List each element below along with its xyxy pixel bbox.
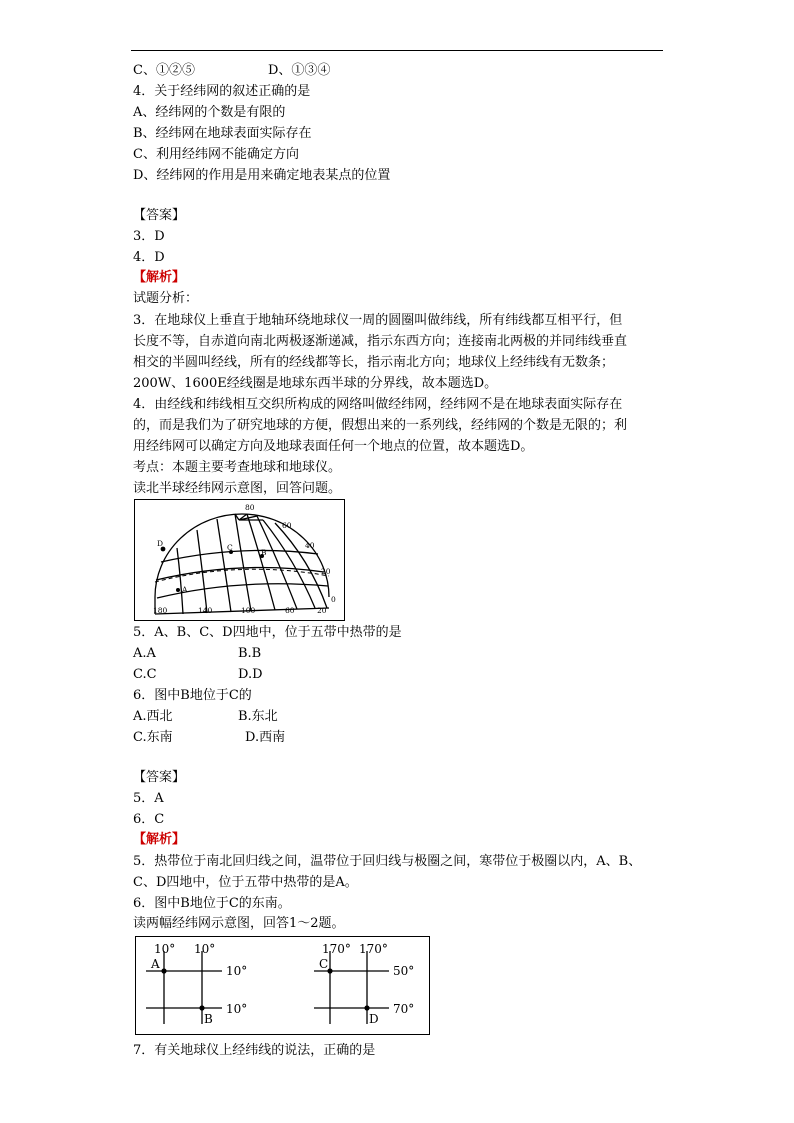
question-7: 7．有关地球仪上经纬线的说法，正确的是: [133, 1043, 376, 1058]
analysis-3-line-3: 相交的半圆叫经线，所有的经线都等长，指示南北方向；地球仪上经纬线有无数条；: [133, 355, 615, 370]
lon-label-60: 60: [285, 606, 295, 615]
analysis-3-line-4: 200W、1600E经线圈是地球东西半球的分界线，故本题选D。: [133, 376, 498, 391]
question-6: 6．图中B地位于C的: [133, 688, 252, 703]
question-6-option-b: B.东北: [238, 709, 278, 724]
left-right-label-1: 10°: [226, 964, 248, 978]
answer-5: 5．A: [133, 791, 164, 806]
option-c-prev: C、①②⑤: [133, 63, 195, 78]
point-a-marker: [161, 968, 166, 973]
answer-heading-1: 【答案】: [133, 208, 186, 223]
lon-label-140: 140: [198, 606, 213, 615]
point-a-marker: [176, 588, 180, 592]
right-right-label-1: 50°: [393, 964, 415, 978]
left-top-label-2: 10°: [194, 942, 216, 956]
analysis-5-line-1: 5．热带位于南北回归线之间，温带位于回归线与极圈之间，寒带位于极圈以内，A、B、: [133, 854, 642, 869]
analysis-4-line-1: 4．由经线和纬线相互交织所构成的网络叫做经纬网，经纬网不是在地球表面实际存在: [133, 397, 623, 412]
question-4-option-c: C、利用经纬网不能确定方向: [133, 147, 299, 162]
lat-label-20: 20: [321, 567, 331, 576]
question-4-option-a: A、经纬网的个数是有限的: [133, 105, 286, 120]
lat-label-60: 60: [282, 521, 292, 530]
right-top-label-1: 170°: [322, 942, 351, 956]
point-d-label: D: [157, 539, 164, 548]
question-5: 5．A、B、C、D四地中，位于五带中热带的是: [133, 625, 402, 640]
question-6-option-d: D.西南: [245, 730, 286, 745]
question-4-option-b: B、经纬网在地球表面实际存在: [133, 126, 312, 141]
question-4: 4．关于经纬网的叙述正确的是: [133, 84, 311, 99]
analysis-4-line-2: 的，而是我们为了研究地球的方便，假想出来的一系列线，经纬网的个数是无限的；利: [133, 418, 628, 433]
point-a-label: A: [182, 585, 188, 594]
point-d-label: D: [369, 1012, 379, 1026]
question-5-option-d: D.D: [238, 667, 263, 682]
lat-label-80: 80: [245, 503, 255, 512]
latitude-60: [161, 550, 318, 562]
lat-label-0: 0: [331, 595, 336, 604]
point-c-label: C: [319, 957, 329, 971]
lon-label-20: 20: [317, 606, 327, 615]
left-top-label-1: 10°: [154, 942, 176, 956]
answer-heading-2: 【答案】: [133, 770, 186, 785]
question-4-option-d: D、经纬网的作用是用来确定地表某点的位置: [133, 168, 391, 183]
analysis-6: 6．图中B地位于C的东南。: [133, 896, 291, 911]
question-6-option-c: C.东南: [133, 730, 173, 745]
answer-4: 4．D: [133, 250, 165, 265]
question-5-option-a: A.A: [133, 646, 156, 661]
analysis-3-line-1: 3．在地球仪上垂直于地轴环绕地球仪一周的圆圈叫做纬线，所有纬线都互相平行，但: [133, 313, 623, 328]
lat-label-40: 40: [305, 541, 315, 550]
lon-label-100: 100: [241, 606, 256, 615]
figure-northern-hemisphere-grid: [134, 499, 345, 621]
question-5-option-b: B.B: [238, 646, 262, 661]
lon-label-180: 180: [153, 606, 168, 615]
meridian-80: [247, 514, 275, 610]
meridian-100: [235, 514, 251, 611]
analysis-intro: 试题分析：: [133, 291, 199, 306]
option-d-prev: D、①③④: [268, 63, 331, 78]
question-5-option-c: C.C: [133, 667, 157, 682]
point-a-label: A: [151, 957, 160, 971]
point-c-label: C: [227, 543, 233, 552]
meridian-120: [217, 519, 231, 612]
figure-2-intro: 读两幅经纬网示意图，回答1～2题。: [133, 916, 345, 931]
left-right-label-2: 10°: [226, 1002, 248, 1016]
point-d-marker: [364, 1005, 369, 1010]
right-right-label-2: 70°: [393, 1002, 415, 1016]
figure-1-intro: 读北半球经纬网示意图，回答问题。: [133, 481, 342, 496]
point-b-marker: [199, 1005, 204, 1010]
analysis-5-line-2: C、D四地中，位于五带中热带的是A。: [133, 875, 358, 890]
knowledge-point: 考点：本题主要考查地球和地球仪。: [133, 460, 342, 475]
figure-two-grids: [135, 936, 430, 1035]
grid-svg: [135, 500, 344, 620]
question-6-option-a: A.西北: [133, 709, 173, 724]
analysis-heading-1: 【解析】: [133, 270, 186, 285]
point-b-label: B: [261, 548, 267, 557]
analysis-heading-2: 【解析】: [133, 832, 186, 847]
analysis-3-line-2: 长度不等，自赤道向南北两极逐渐递减，指示东西方向；连接南北两极的并同纬线垂直: [133, 334, 628, 349]
header-rule: [131, 50, 663, 51]
right-top-label-2: 170°: [359, 942, 388, 956]
answer-3: 3．D: [133, 229, 165, 244]
analysis-4-line-3: 用经纬网可以确定方向及地球表面任何一个地点的位置，故本题选D。: [133, 439, 534, 454]
two-grids-svg: [136, 937, 429, 1034]
point-b-label: B: [204, 1012, 213, 1026]
answer-6: 6．C: [133, 812, 165, 827]
